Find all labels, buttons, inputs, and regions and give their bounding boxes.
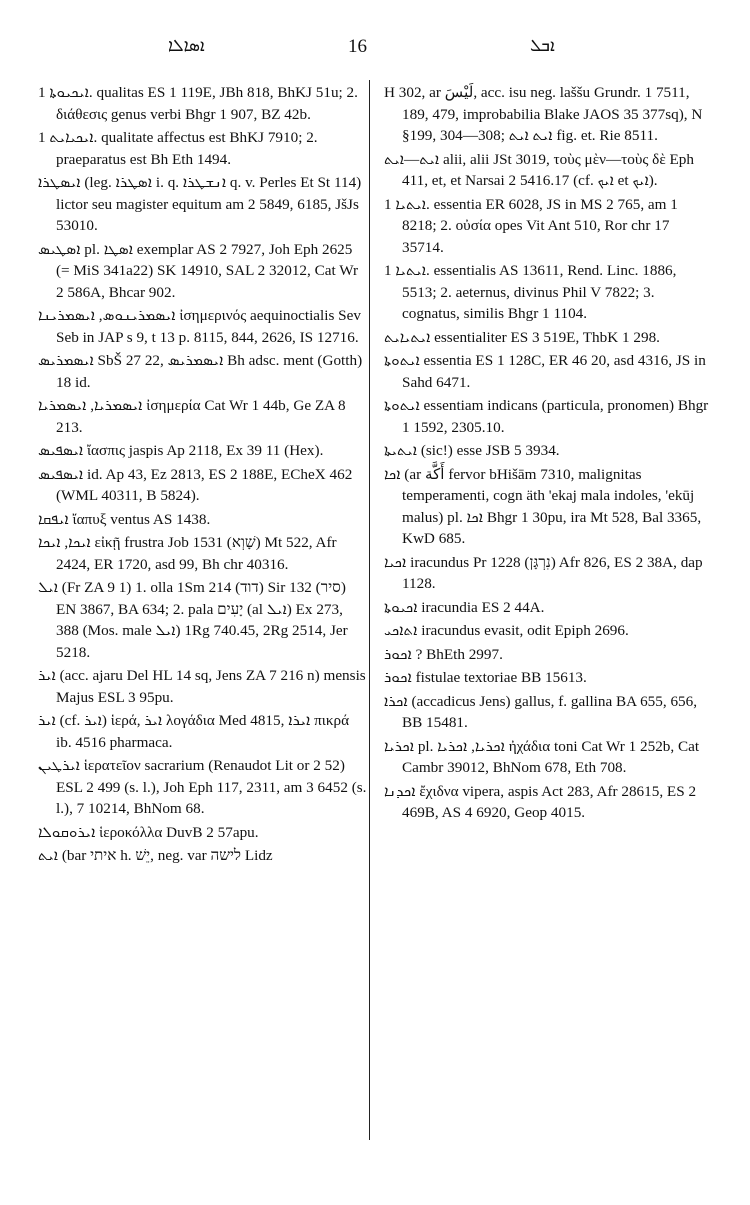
- running-head-left: ܐܣܐܠܐ: [168, 36, 205, 55]
- entry: ܐܟܘܪ ? BhEth 2997.: [384, 645, 503, 663]
- entry: ܐܝܬܘܬܐ essentia ES 1 128C, ER 46 20, asd 4316, JS in Sahd 6471.: [384, 352, 706, 391]
- entry: ܐܝܪ (cf. ܐܝܪ) ἱερά, ܐܝܪ λογάδια Med 4815, ܐܝܪܐ πικρά ib. 4516 pharmaca.: [38, 712, 350, 751]
- entry: ܐܝܟܝܘܬܐ 1. qualitas ES 1 119E, JBh 818, BhKJ 51u; 2. διάθεσις genus verbi Bhgr 1 907, BZ 42b.: [38, 84, 358, 123]
- entry: ܐܝܬܝܐ 1. essentialis AS 13611, Rend. Linc. 1886, 5513; 2. aeternus, divinus Phil V 7822; 3. cognatus, similis Bhgr 1 1104.: [384, 262, 677, 322]
- page-number: 16: [348, 36, 367, 57]
- entry: ܐܝܪ (acc. ajaru Del HL 14 sq, Jens ZA 7 216 n) mensis Majus ESL 3 95pu.: [38, 667, 366, 706]
- entry: ܐܟܪܐ (accadicus Jens) gallus, f. gallina BA 655, 656, BB 15481.: [384, 692, 698, 731]
- entry: ܐܝܣܦܝܣ id. Ap 43, Ez 2813, ES 2 188E, ECheX 462 (WML 40311, B 5824).: [38, 465, 353, 504]
- entry: ܐܟܪܝܐ pl. ܐܟܪܝܐ, ܐܟܪܝܐ ἠχάδια toni Cat Wr 1 252b, Cat Cambr 39012, BhNom 678, Eth 708.: [384, 737, 700, 776]
- entry: ܐܝܣܡܪܝܣ SbŠ 27 22, ܐܝܣܡܪܝܣ Bh adsc. ment (Gotth) 18 id.: [38, 352, 363, 391]
- entry: ܐܝܪܛܝܢ ἱερατεῖον sacrarium (Renaudot Lit or 2 52) ESL 2 499 (s. l.), Joh Eph 117, 2311, am 3 6452 (s. l.), 7 10214, BhNom 68.: [38, 757, 367, 817]
- entry: ܐܝܬܘܬܐ essentiam indicans (particula, pronomen) Bhgr 1 1592, 2305.10.: [384, 397, 709, 436]
- entry: ܐܣܛܝܣ pl. ܐܣܛܐ exemplar AS 2 7927, Joh Eph 2625 (= MiS 341a22) SK 14910, SAL 2 32012, Cat Wr 2 586A, Bhcar 902.: [38, 240, 358, 301]
- entry: ܐܟܘܪ fistulae textoriae BB 15613.: [384, 669, 587, 686]
- right-column: [384, 82, 714, 826]
- entry: ܐܝܬ (bar איתי h. יֵשׁ, neg. var לישה Lidz: [38, 847, 273, 864]
- entry: ܐܝܬܝܬܐ (sic!) esse JSB 5 3934.: [384, 442, 560, 459]
- entry: ܐܬܐܟܝ iracundus evasit, odit Epiph 2696.: [384, 622, 629, 639]
- running-head: [0, 36, 750, 60]
- entry: ܐܝܬܝܐ 1. essentia ER 6028, JS in MS 2 765, am 1 8218; 2. οὐσία opes Vit Ant 510, Ror chr 17 35714.: [384, 195, 678, 256]
- entry: ܐܝܣܡܪܝܐ, ܐܝܣܡܪܝܐ ἰσημερία Cat Wr 1 44b, Ge ZA 8 213.: [38, 397, 346, 436]
- entry: ܐܟܕܢܐ ἔχιδνα vipera, aspis Act 283, Afr 28615, ES 2 469B, AS 4 6920, Geop 4015.: [384, 782, 697, 821]
- entry: ܐܝܠ (Fr ZA 9 1) 1. olla 1Sm 214 (דוד) Sir 132 (סיר) EN 3867, BA 634; 2. pala יָעִים (al ܐܝܠ) Ex 273, 388 (Mos. male ܐܝܠ) 1Rg 740.45, 2Rg 2514, Jer 5218.: [38, 579, 348, 661]
- entry: ܐܟܝܘܬܐ iracundia ES 2 44A.: [384, 598, 545, 616]
- entry: H 302, ar لَيْسَ, acc. isu neg. laššu Grundr. 1 7511, 189, 479, improbabilia Blake JAOS 35 377sq), N §199, 304—308; ܐܝܬ ܐܝܬ fig. et. Rie 8511.: [384, 84, 703, 144]
- running-head-right: ܐܒܠ: [530, 36, 555, 55]
- entry: ܐܝܣܡܪܝܢܘܣ, ܐܝܣܡܪܝܢܐ ἰσημερινός aequinoctialis Sev Seb in JAP s 9, t 13 p. 8115, 844, 2626, IS 12716.: [38, 307, 361, 346]
- entry: ܐܝܣܦܝܣ ἴασπις jaspis Ap 2118, Ex 39 11 (Hex).: [38, 442, 324, 459]
- entry: ܐܝܪܘܩܘܠܐ ἱεροκόλλα DuvB 2 57apu.: [38, 823, 259, 841]
- entry: ܐܝܟܐ, ܐܝܟܐ εἰκῇ frustra Job 1531 (שָׁוְא) Mt 522, Afr 2424, ER 1720, asd 99, Bh chr 40316.: [38, 534, 337, 573]
- entry: ܐܟܐ (ar أَكَّة fervor bHišām 7310, malignitas temperamenti, cogn äth 'ekaj mala indoles, 'ekūj malus) pl. ܐܟܐ Bhgr 1 30pu, ira Mt 528, Bal 3365, KwD 685.: [384, 465, 702, 547]
- entry: ܐܝܟܝܐܝܬ 1. qualitate affectus est BhKJ 7910; 2. praeparatus est Bh Eth 1494.: [38, 129, 318, 168]
- entry: ܐܝܬܝܐܝܬ essentialiter ES 3 519E, ThbK 1 298.: [384, 328, 660, 346]
- left-column: [38, 82, 368, 869]
- column-divider: [369, 80, 370, 1140]
- entry: ܐܝܣܛܪܐ (leg. ܐܣܛܪܐ i. q. ܐܢܫܛܪܐ q. v. Perles Et St 114) lictor seu magister equitum am 2 5849, 6185, JšJs 53010.: [38, 174, 362, 234]
- entry: ܐܝܬ—ܐܝܬ alii, alii JSt 3019, τοὺς μὲν—τοὺς δὲ Eph 411, et, et Narsai 2 5416.17 (cf. ܐܝܟ et ܐܝܟ).: [384, 150, 694, 189]
- entry: ܐܝܦܩܐ ἴαπυξ ventus AS 1438.: [38, 510, 211, 528]
- entry: ܐܟܝܐ iracundus Pr 1228 (נִרְגָּן) Afr 826, ES 2 38A, dap 1128.: [384, 553, 703, 592]
